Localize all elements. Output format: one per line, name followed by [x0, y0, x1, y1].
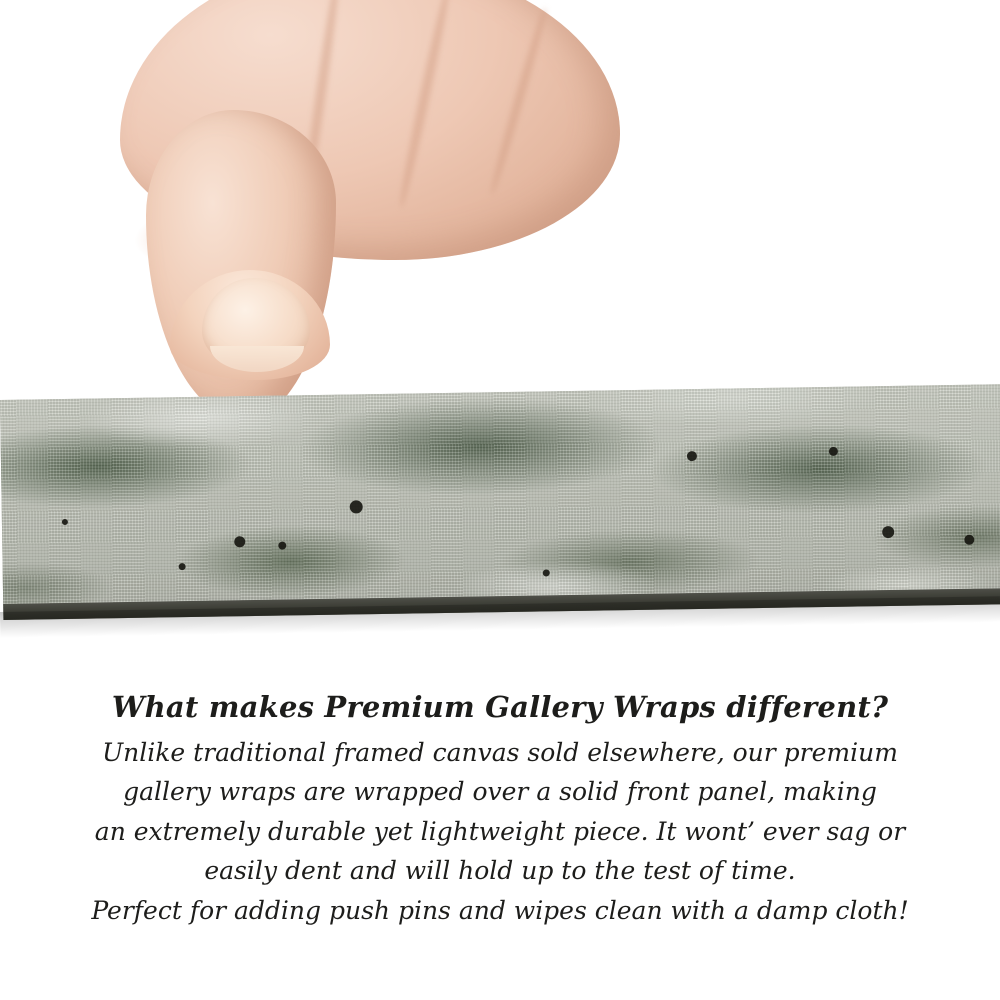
canvas-edge-strip	[0, 384, 1000, 620]
caption-line: gallery wraps are wrapped over a solid front panel, making	[123, 777, 877, 807]
paint-speck	[62, 519, 68, 525]
canvas-weave-texture	[0, 384, 1000, 620]
paint-speck	[179, 563, 186, 570]
caption-line: Unlike traditional framed canvas sold elsewhere, our premium	[102, 737, 898, 767]
caption-heading: What makes Premium Gallery Wraps different?	[111, 690, 889, 724]
paint-speck	[829, 447, 838, 456]
hand-illustration	[120, 0, 640, 430]
caption-line: easily dent and will hold up to the test of time.	[204, 856, 796, 886]
caption-body	[0, 733, 1000, 931]
caption-line: an extremely durable yet lightweight piece. It wont’ ever sag or	[94, 816, 906, 846]
knuckle-crease-icon	[487, 7, 549, 197]
paint-speck	[234, 536, 245, 547]
caption-block	[0, 690, 1000, 930]
paint-speck	[543, 569, 550, 576]
paint-speck	[278, 542, 286, 550]
knuckle-crease-icon	[396, 0, 454, 209]
paint-speck	[964, 535, 974, 545]
caption-line: Perfect for adding push pins and wipes clean with a damp cloth!	[91, 895, 909, 925]
paint-speck	[687, 451, 697, 461]
